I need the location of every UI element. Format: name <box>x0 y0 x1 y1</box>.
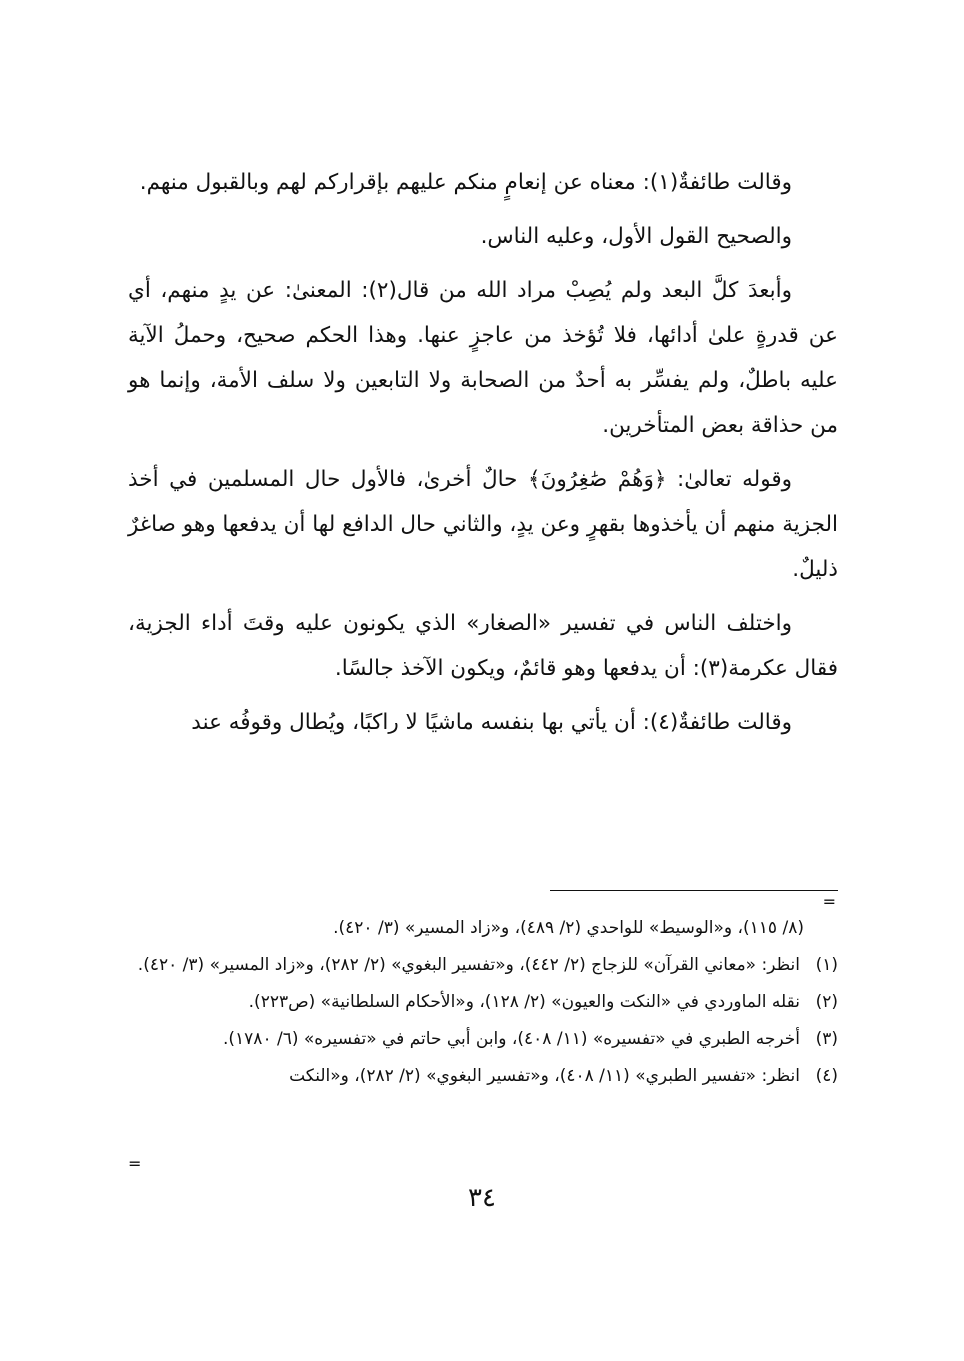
footnote-number: (٤) <box>815 1066 838 1086</box>
footnote-continuation-text: (٨/ ١١٥)، و«الوسيط» للواحدي (٢/ ٤٨٩)، و«زاد المسير» (٣/ ٤٢٠). <box>333 918 804 938</box>
footnote-text: نقله الماوردي في «النكت والعيون» (٢/ ١٢٨)، و«الأحكام السلطانية» (ص٢٢٣). <box>248 992 800 1012</box>
footnote-text: انظر: «تفسير الطبري» (١١/ ٤٠٨)، و«تفسير البغوي» (٢/ ٢٨٢)، و«النكت <box>289 1066 800 1086</box>
paragraph-6: وقالت طائفةٌ(٤): أن يأتي بها بنفسه ماشيًا لا راكبًا، ويُطال وقوفُه عند <box>191 710 792 735</box>
continuation-marker-top: = <box>822 892 836 911</box>
footnote-3 <box>128 1024 838 1054</box>
footnote-text: انظر: «معاني القرآن» للزجاج (٢/ ٤٤٢)، و«تفسير البغوي» (٢/ ٢٨٢)، و«زاد المسير» (٣/ ٤٢٠). <box>137 955 800 975</box>
main-text <box>128 160 838 754</box>
paragraph-2: والصحيح القول الأول، وعليه الناس. <box>480 224 792 249</box>
continuation-marker-bottom: = <box>128 1154 142 1173</box>
paragraph-5: واختلف الناس في تفسير «الصغار» الذي يكونون عليه وقتَ أداء الجزية، فقال عكرمة(٣): أن يدفعها وهو قائمٌ، ويكون الآخذ جالسًا. <box>128 611 838 681</box>
paragraph-3: وأبعدَ كلَّ البعد ولم يُصِبْ مراد الله من قال(٢): المعنىٰ: عن يدٍ منهم، أي عن قدرةٍ علىٰ أدائها، فلا تُؤخذ من عاجزٍ عنها. وهذا الحكم صحيح، وحملُ الآية عليه باطلٌ، ولم يفسِّر به أحدٌ من الصحابة ولا التابعين ولا سلف الأمة، وإنما هو من حذاقة بعض المتأخرين. <box>128 278 838 438</box>
footnote-continuation <box>128 913 838 943</box>
page-number: ٣٤ <box>468 1183 496 1213</box>
footnote-4 <box>128 1061 838 1091</box>
footnote-separator <box>128 886 838 911</box>
footnote-number: (٣) <box>815 1029 838 1049</box>
footnote-1 <box>128 950 838 980</box>
footnote-rule <box>550 890 838 891</box>
footnote-2 <box>128 987 838 1017</box>
footnotes <box>128 913 838 1098</box>
footnote-number: (١) <box>815 955 838 975</box>
footnote-number: (٢) <box>815 992 838 1012</box>
paragraph-4: وقوله تعالىٰ: ﴿وَهُمْ صَٰغِرُونَ﴾ حالٌ أخرىٰ، فالأول حال المسلمين في أخذ الجزية منهم أن يأخذوها بقهرٍ وعن يدٍ، والثاني حال الدافع لها أن يدفعها وهو صاغرٌ ذليلٌ. <box>128 467 838 582</box>
footnote-text: أخرجه الطبري في «تفسيره» (١١/ ٤٠٨)، وابن أبي حاتم في «تفسيره» (٦/ ١٧٨٠). <box>223 1029 800 1049</box>
paragraph-1: وقالت طائفةٌ(١): معناه عن إنعامٍ منكم عليهم بإقراركم لهم وبالقبول منهم. <box>139 170 792 195</box>
